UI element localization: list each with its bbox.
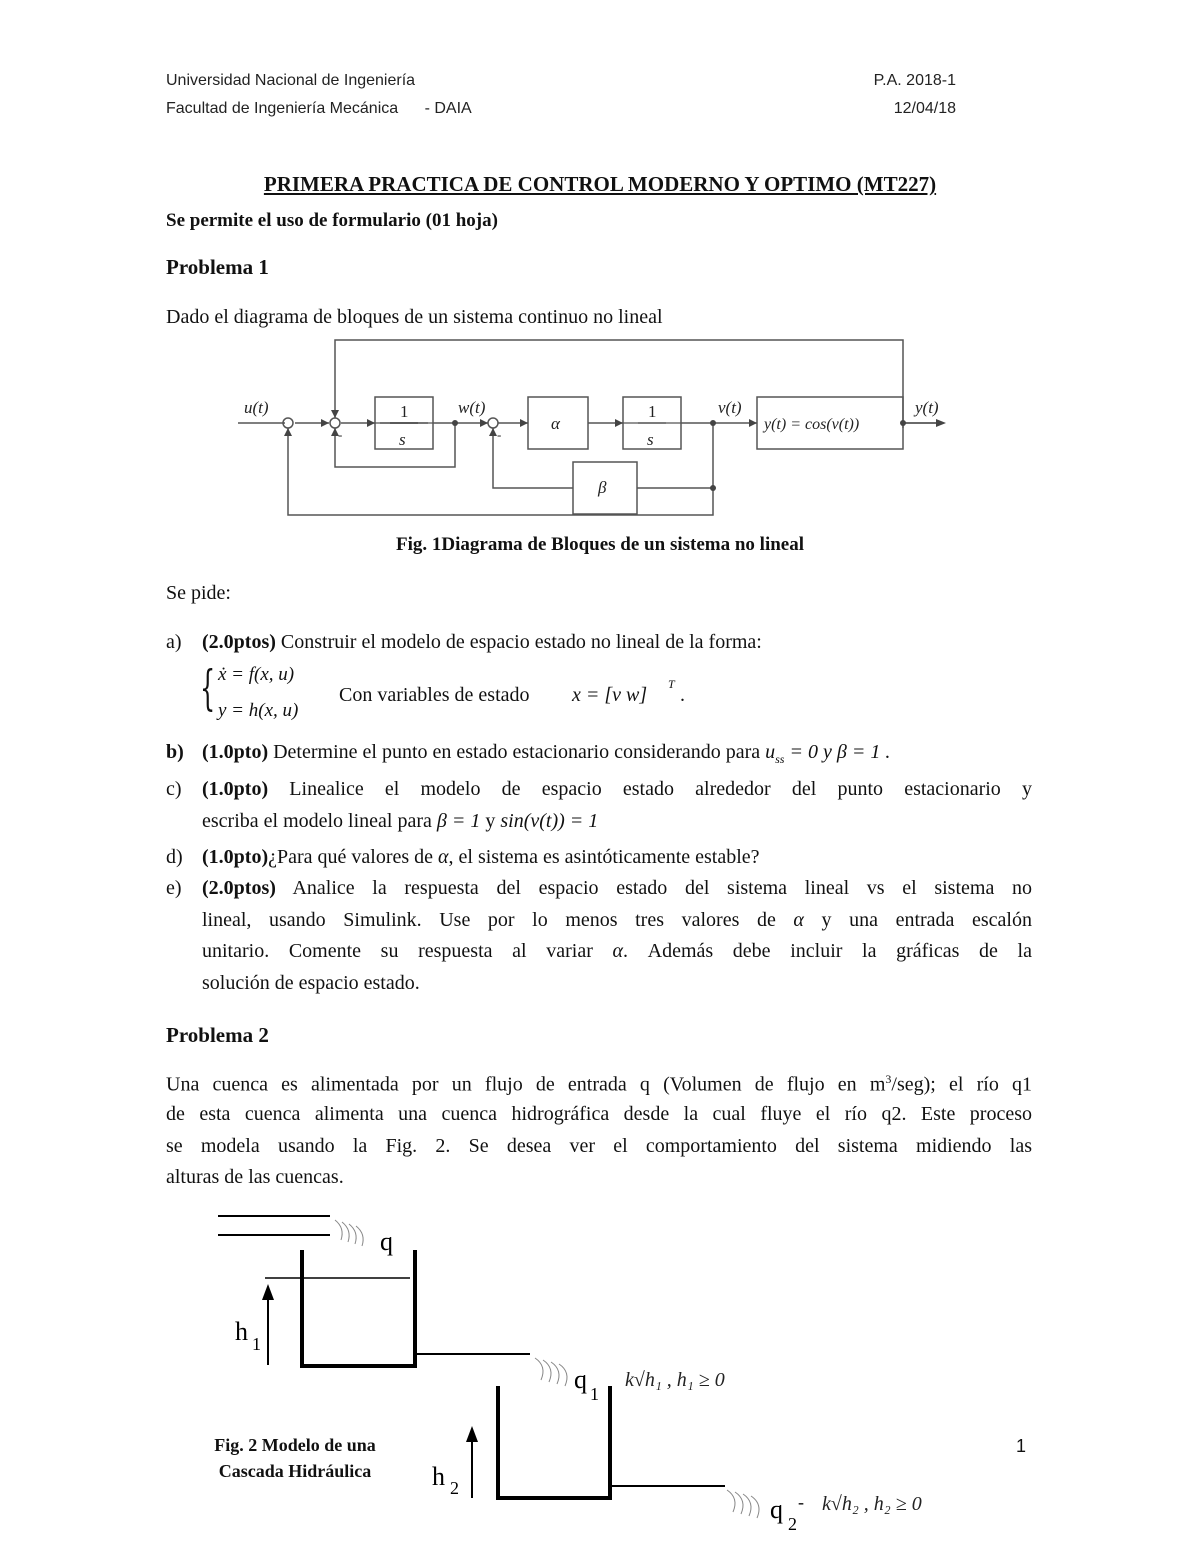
flow1-eq: k√h₁ , h₁ ≥ 0 bbox=[625, 1369, 725, 1391]
q1-label: q bbox=[574, 1365, 587, 1394]
h1-sub: 1 bbox=[252, 1334, 261, 1354]
item-e-line4: solución de espacio estado. bbox=[202, 972, 420, 994]
item-b-text: Determine el punto en estado estacionario considerando para bbox=[273, 741, 761, 763]
item-c-pts: (1.0pto) bbox=[202, 778, 269, 800]
h2-arrow bbox=[466, 1426, 478, 1442]
e-line3b: . Además debe incluir la gráficas de la bbox=[623, 940, 1032, 962]
flow2-eq: k√h₂ , h₂ ≥ 0 bbox=[822, 1493, 922, 1515]
item-e-text: Analice la respuesta del espacio estado del sistema lineal vs el sistema no bbox=[292, 877, 1032, 899]
beta-label: β bbox=[598, 478, 607, 497]
state-vars-text: Con variables de estado bbox=[339, 684, 530, 706]
item-d-pts: (1.0pto) bbox=[202, 846, 269, 868]
int2-num: 1 bbox=[648, 402, 657, 421]
c-and: y bbox=[485, 810, 496, 832]
item-d-text: ¿Para qué valores de bbox=[268, 846, 434, 868]
p2-line1a: Una cuenca es alimentada por un flujo de entrada q (Volumen de flujo en m bbox=[166, 1073, 886, 1096]
h2-sub: 2 bbox=[450, 1478, 459, 1498]
item-a-text: Construir el modelo de espacio estado no lineal de la forma: bbox=[280, 631, 762, 653]
fig2-caption bbox=[195, 1432, 395, 1484]
item-e-label: e) bbox=[166, 877, 182, 899]
q2-label: q bbox=[770, 1495, 783, 1524]
page-title: PRIMERA PRACTICA DE CONTROL MODERNO Y OPTIMO (MT227) bbox=[263, 172, 937, 196]
block-diagram bbox=[230, 335, 960, 525]
item-b-label: b) bbox=[166, 741, 184, 763]
minus-sign-2: - bbox=[497, 427, 502, 442]
e-alpha-1: α bbox=[793, 909, 804, 931]
h1-label: h bbox=[235, 1317, 248, 1346]
b-eq-u: u bbox=[765, 741, 776, 763]
cascade-diagram bbox=[200, 1200, 1040, 1553]
label-u: u(t) bbox=[244, 398, 269, 417]
ask-label: Se pide: bbox=[166, 582, 231, 604]
b-eq-rest: = 0 y β = 1 . bbox=[789, 741, 891, 763]
item-a-pts: (2.0ptos) bbox=[202, 631, 276, 653]
b-eq-sub: ss bbox=[775, 752, 785, 766]
h1-arrow bbox=[262, 1284, 274, 1300]
header-faculty-name: Facultad de Ingeniería Mecánica bbox=[166, 100, 399, 117]
problem2-heading: Problema 2 bbox=[166, 1023, 269, 1047]
eq-xdot: ẋ = f(x, u) bbox=[218, 664, 295, 685]
e-line2b: y una entrada escalón bbox=[821, 909, 1032, 931]
item-b-pts: (1.0pto) bbox=[202, 741, 269, 763]
alpha-label: α bbox=[551, 414, 560, 433]
e-line2a: lineal, usando Simulink. Use por lo menos tres valores de bbox=[202, 909, 776, 931]
q2-minus: - bbox=[798, 1492, 804, 1512]
int1-num: 1 bbox=[400, 402, 409, 421]
item-e-line3 bbox=[202, 940, 1032, 963]
brace: { bbox=[200, 660, 216, 716]
outer-feedback-line bbox=[335, 340, 903, 428]
e-line3a: unitario. Comente su respuesta al variar bbox=[202, 940, 593, 962]
p2-sup3: 3 bbox=[885, 1072, 892, 1086]
item-e-line2 bbox=[202, 909, 1032, 932]
item-a-label: a) bbox=[166, 631, 182, 653]
problem2-line4: alturas de las cuencas. bbox=[166, 1166, 344, 1188]
item-c-text: Linealice el modelo de espacio estado alrededor del punto estacionario y bbox=[289, 778, 1032, 800]
header-university: Universidad Nacional de Ingeniería bbox=[166, 72, 416, 89]
label-y: y(t) bbox=[915, 398, 939, 417]
c-eq1: β = 1 bbox=[436, 810, 481, 832]
label-v: v(t) bbox=[718, 398, 742, 417]
d-rest: , el sistema es asintóticamente estable? bbox=[448, 846, 760, 868]
state-vector: x = [v w] bbox=[572, 684, 648, 706]
item-d-label: d) bbox=[166, 846, 183, 868]
problem1-heading: Problema 1 bbox=[166, 255, 269, 279]
label-w: w(t) bbox=[458, 398, 486, 417]
item-c-line2 bbox=[202, 810, 598, 833]
q1-sub: 1 bbox=[590, 1384, 599, 1404]
header-period: P.A. 2018-1 bbox=[873, 72, 956, 89]
p2-line1b: /seg); el río q1 bbox=[891, 1073, 1032, 1096]
transpose-sup: T bbox=[668, 677, 675, 691]
problem1-intro: Dado el diagrama de bloques de un sistema continuo no lineal bbox=[166, 306, 663, 328]
h2-label: h bbox=[432, 1462, 445, 1491]
c-line2-text: escriba el modelo lineal para bbox=[202, 810, 432, 832]
e-alpha-2: α bbox=[612, 940, 623, 962]
q2-sub: 2 bbox=[788, 1514, 797, 1534]
item-c-label: c) bbox=[166, 778, 182, 800]
header-faculty bbox=[166, 100, 472, 118]
q-label: q bbox=[380, 1227, 393, 1256]
fig2-caption-line1: Fig. 2 Modelo de una bbox=[214, 1435, 376, 1455]
int1-den: s bbox=[399, 430, 406, 449]
problem2-line3: se modela usando la Fig. 2. Se desea ver el comportamiento del sistema midiendo las bbox=[166, 1135, 1032, 1157]
minus-sign-1: - bbox=[338, 427, 343, 442]
subtitle: Se permite el uso de formulario (01 hoja) bbox=[166, 210, 498, 231]
fig1-caption: Fig. 1Diagrama de Bloques de un sistema no lineal bbox=[396, 534, 804, 555]
int2-den: s bbox=[647, 430, 654, 449]
page-number: 1 bbox=[1016, 1436, 1027, 1456]
header-date: 12/04/18 bbox=[893, 100, 956, 117]
nonlinear-label: y(t) = cos(v(t)) bbox=[764, 416, 860, 433]
problem2-line1 bbox=[166, 1072, 1032, 1097]
item-e-pts: (2.0ptos) bbox=[202, 877, 276, 899]
problem2-line2: de esta cuenca alimenta una cuenca hidrográfica desde la cual fluye el río q2. Este proceso bbox=[166, 1103, 1032, 1125]
header-department: - DAIA bbox=[424, 100, 472, 117]
tank-1 bbox=[302, 1250, 415, 1366]
d-alpha: α bbox=[438, 846, 449, 868]
fig2-caption-line2: Cascada Hidráulica bbox=[218, 1461, 372, 1481]
eq-y: y = h(x, u) bbox=[218, 700, 299, 721]
c-eq2: sin(v(t)) = 1 bbox=[500, 810, 599, 832]
